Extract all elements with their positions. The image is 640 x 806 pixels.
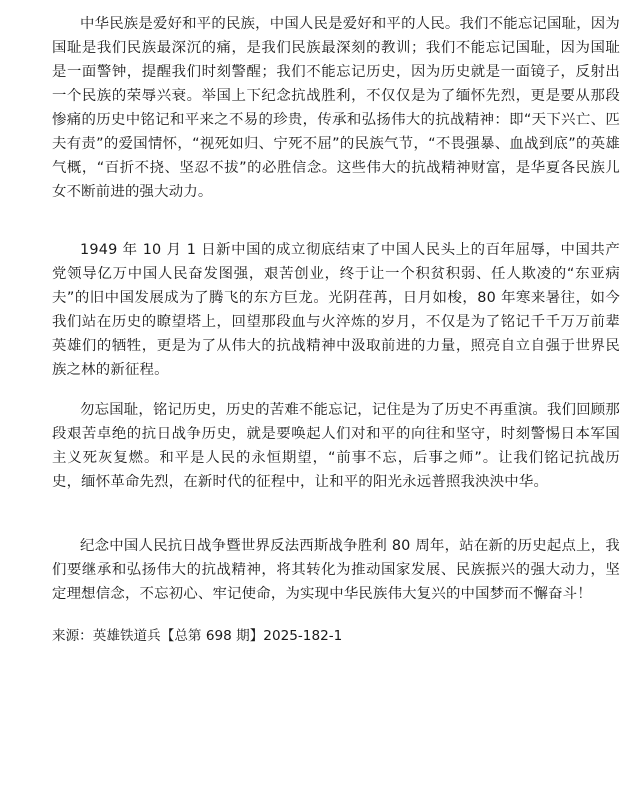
article-source: 来源：英雄铁道兵【总第 698 期】2025-182-1	[52, 628, 343, 644]
article-paragraph-1: 中华民族是爱好和平的民族，中国人民是爱好和平的人民。我们不能忘记国耻，因为国耻是我们民族最深沉的痛，是我们民族最深刻的教训；我们不能忘记国耻，因为国耻是一面警钟，提醒我们时刻警醒；我们不能忘记历史，因为历史就是一面镜子，反射出一个民族的荣辱兴衰。举国上下纪念抗战胜利，不仅仅是为了缅怀先烈，更是要从那段惨痛的历史中铭记和平来之不易的珍贵，传承和弘扬伟大的抗战精神：即“天下兴亡、匹夫有责”的爱国情怀，“视死如归、宁死不屈”的民族气节，“不畏强暴、血战到底”的英雄气概，“百折不挠、坚忍不拔”的必胜信念。这些伟大的抗战精神财富，是华夏各民族儿女不断前进的强大动力。	[52, 16, 620, 200]
article-paragraph-2: 1949 年 10 月 1 日新中国的成立彻底结束了中国人民头上的百年屈辱，中国共产党领导亿万中国人民奋发图强，艰苦创业，终于让一个积贫积弱、任人欺凌的“东亚病夫”的旧中国发展成为了腾飞的东方巨龙。光阴荏苒，日月如梭，80 年寒来暑往，如今我们站在历史的瞭望塔上，回望那段血与火淬炼的岁月，不仅是为了铭记千千万万前辈英雄们的牺牲，更是为了从伟大的抗战精神中汲取前进的力量，照亮自立自强于世界民族之林的新征程。	[52, 242, 620, 378]
article-paragraph-4: 纪念中国人民抗日战争暨世界反法西斯战争胜利 80 周年，站在新的历史起点上，我们要继承和弘扬伟大的抗战精神，将其转化为推动国家发展、民族振兴的强大动力，坚定理想信念，不忘初心、牢记使命，为实现中华民族伟大复兴的中国梦而不懈奋斗！	[52, 538, 620, 602]
article-paragraph-3: 勿忘国耻，铭记历史，历史的苦难不能忘记，记住是为了历史不再重演。我们回顾那段艰苦卓绝的抗日战争历史，就是要唤起人们对和平的向往和坚守，时刻警惕日本军国主义死灰复燃。和平是人民的永恒期望，“前事不忘，后事之师”。让我们铭记抗战历史，缅怀革命先烈，在新时代的征程中，让和平的阳光永远普照我泱泱中华。	[52, 402, 620, 490]
